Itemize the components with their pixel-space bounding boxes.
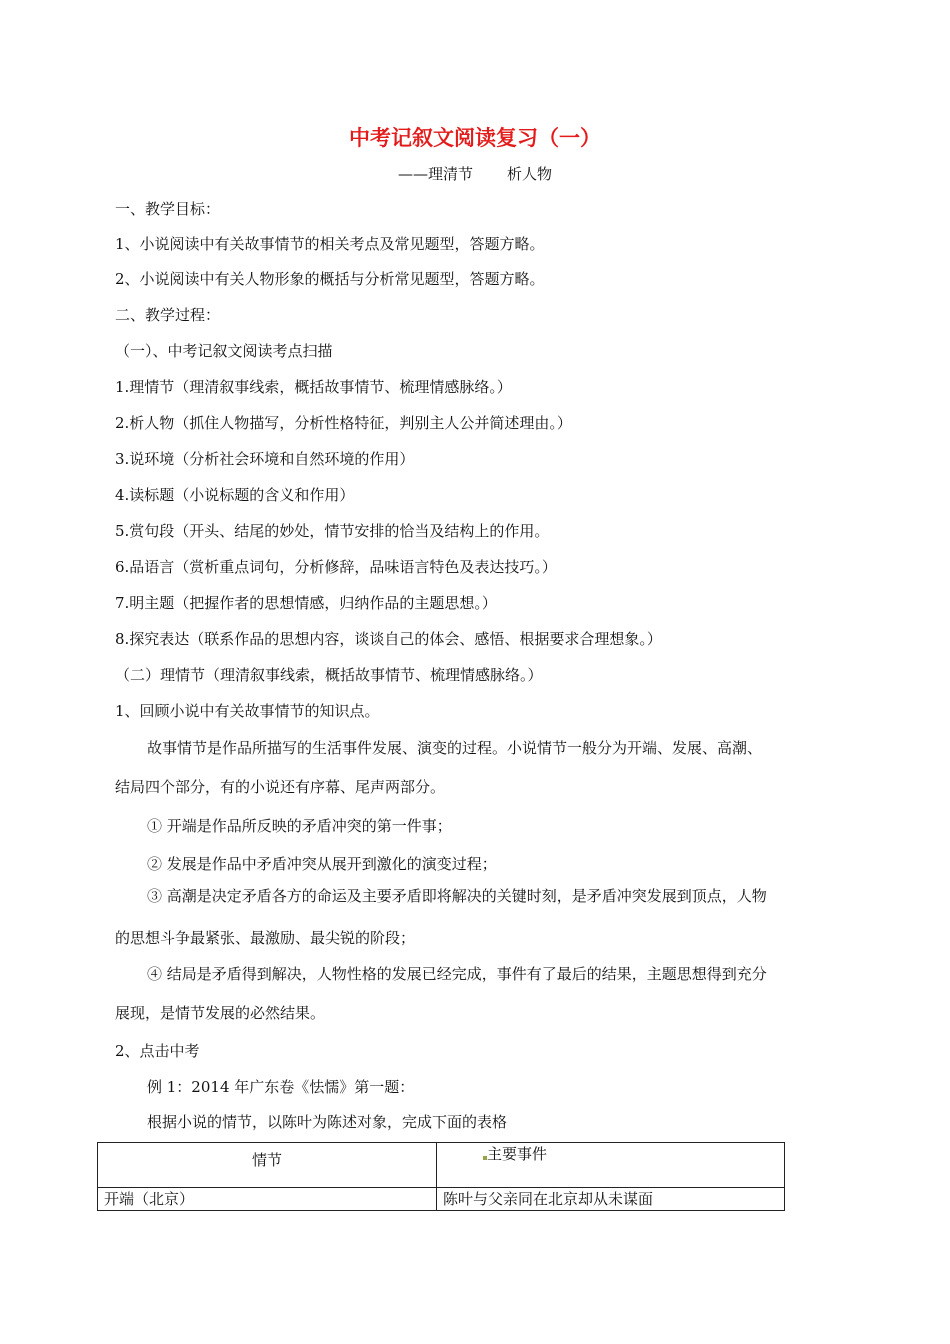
plot-point: ① 开端是作品所反映的矛盾冲突的第一件事； [147, 817, 452, 835]
text-line: 1、回顾小说中有关故事情节的知识点。 [115, 702, 380, 720]
text-line: 1、小说阅读中有关故事情节的相关考点及常见题型，答题方略。 [115, 235, 545, 253]
plot-point: ④ 结局是矛盾得到解决，人物性格的发展已经完成，事件有了最后的结果，主题思想得到充分 [147, 965, 767, 983]
plot-point: ② 发展是作品中矛盾冲突从展开到激化的演变过程； [147, 855, 497, 873]
text-line: 8.探究表达（联系作品的思想内容，谈谈自己的体会、感悟、根据要求合理想象。） [115, 630, 662, 648]
text-line: 5.赏句段（开头、结尾的妙处，情节安排的恰当及结构上的作用。 [115, 522, 550, 540]
paragraph-line: 故事情节是作品所描写的生活事件发展、演变的过程。小说情节一般分为开端、发展、高潮、 [147, 739, 763, 757]
instruction-line: 根据小说的情节，以陈叶为陈述对象，完成下面的表格 [147, 1113, 508, 1131]
table-cell: 陈叶与父亲同在北京却从未谋面 [437, 1188, 785, 1211]
page-subtitle [0, 163, 950, 184]
paragraph-line: 结局四个部分，有的小说还有序幕、尾声两部分。 [115, 778, 446, 796]
text-line: （一）、中考记叙文阅读考点扫描 [115, 342, 333, 360]
table-header-cell: 情节 [98, 1143, 437, 1188]
table-header-row [98, 1143, 785, 1188]
example-line: 例 1：2014 年广东卷《怯懦》第一题： [147, 1078, 415, 1096]
marker-dot [483, 1156, 487, 1160]
subtitle-part-1: ——理清节 [397, 165, 473, 183]
text-line: 6.品语言（赏析重点词句，分析修辞，品味语言特色及表达技巧。） [115, 558, 557, 576]
section-heading: 2、点击中考 [115, 1042, 200, 1060]
text-line: 4.读标题（小说标题的含义和作用） [115, 486, 355, 504]
text-line: 2、小说阅读中有关人物形象的概括与分析常见题型，答题方略。 [115, 270, 545, 288]
plot-events-table [97, 1142, 785, 1211]
text-line: 二、教学过程： [115, 306, 221, 324]
table-cell: 开端（北京） [98, 1188, 437, 1211]
table-header-cell [437, 1143, 785, 1188]
text-line: 3.说环境（分析社会环境和自然环境的作用） [115, 450, 415, 468]
text-line: 7.明主题（把握作者的思想情感，归纳作品的主题思想。） [115, 594, 497, 612]
table-row [98, 1188, 785, 1211]
text-line: 2.析人物（抓住人物描写，分析性格特征，判别主人公并简述理由。） [115, 414, 572, 432]
plot-point: ③ 高潮是决定矛盾各方的命运及主要矛盾即将解决的关键时刻，是矛盾冲突发展到顶点，人物 [147, 887, 767, 905]
subtitle-part-2: 析人物 [507, 165, 553, 183]
text-line: （二）理情节（理清叙事线索，概括故事情节、梳理情感脉络。） [115, 666, 543, 684]
text-line: 一、教学目标： [115, 200, 221, 218]
table-header-label: 主要事件 [487, 1145, 548, 1163]
page-title: 中考记叙文阅读复习（一） [349, 126, 601, 150]
text-line: 1.理情节（理清叙事线索，概括故事情节、梳理情感脉络。） [115, 378, 512, 396]
plot-point: 的思想斗争最紧张、最激励、最尖锐的阶段； [115, 929, 416, 947]
plot-point: 展现，是情节发展的必然结果。 [115, 1004, 326, 1022]
